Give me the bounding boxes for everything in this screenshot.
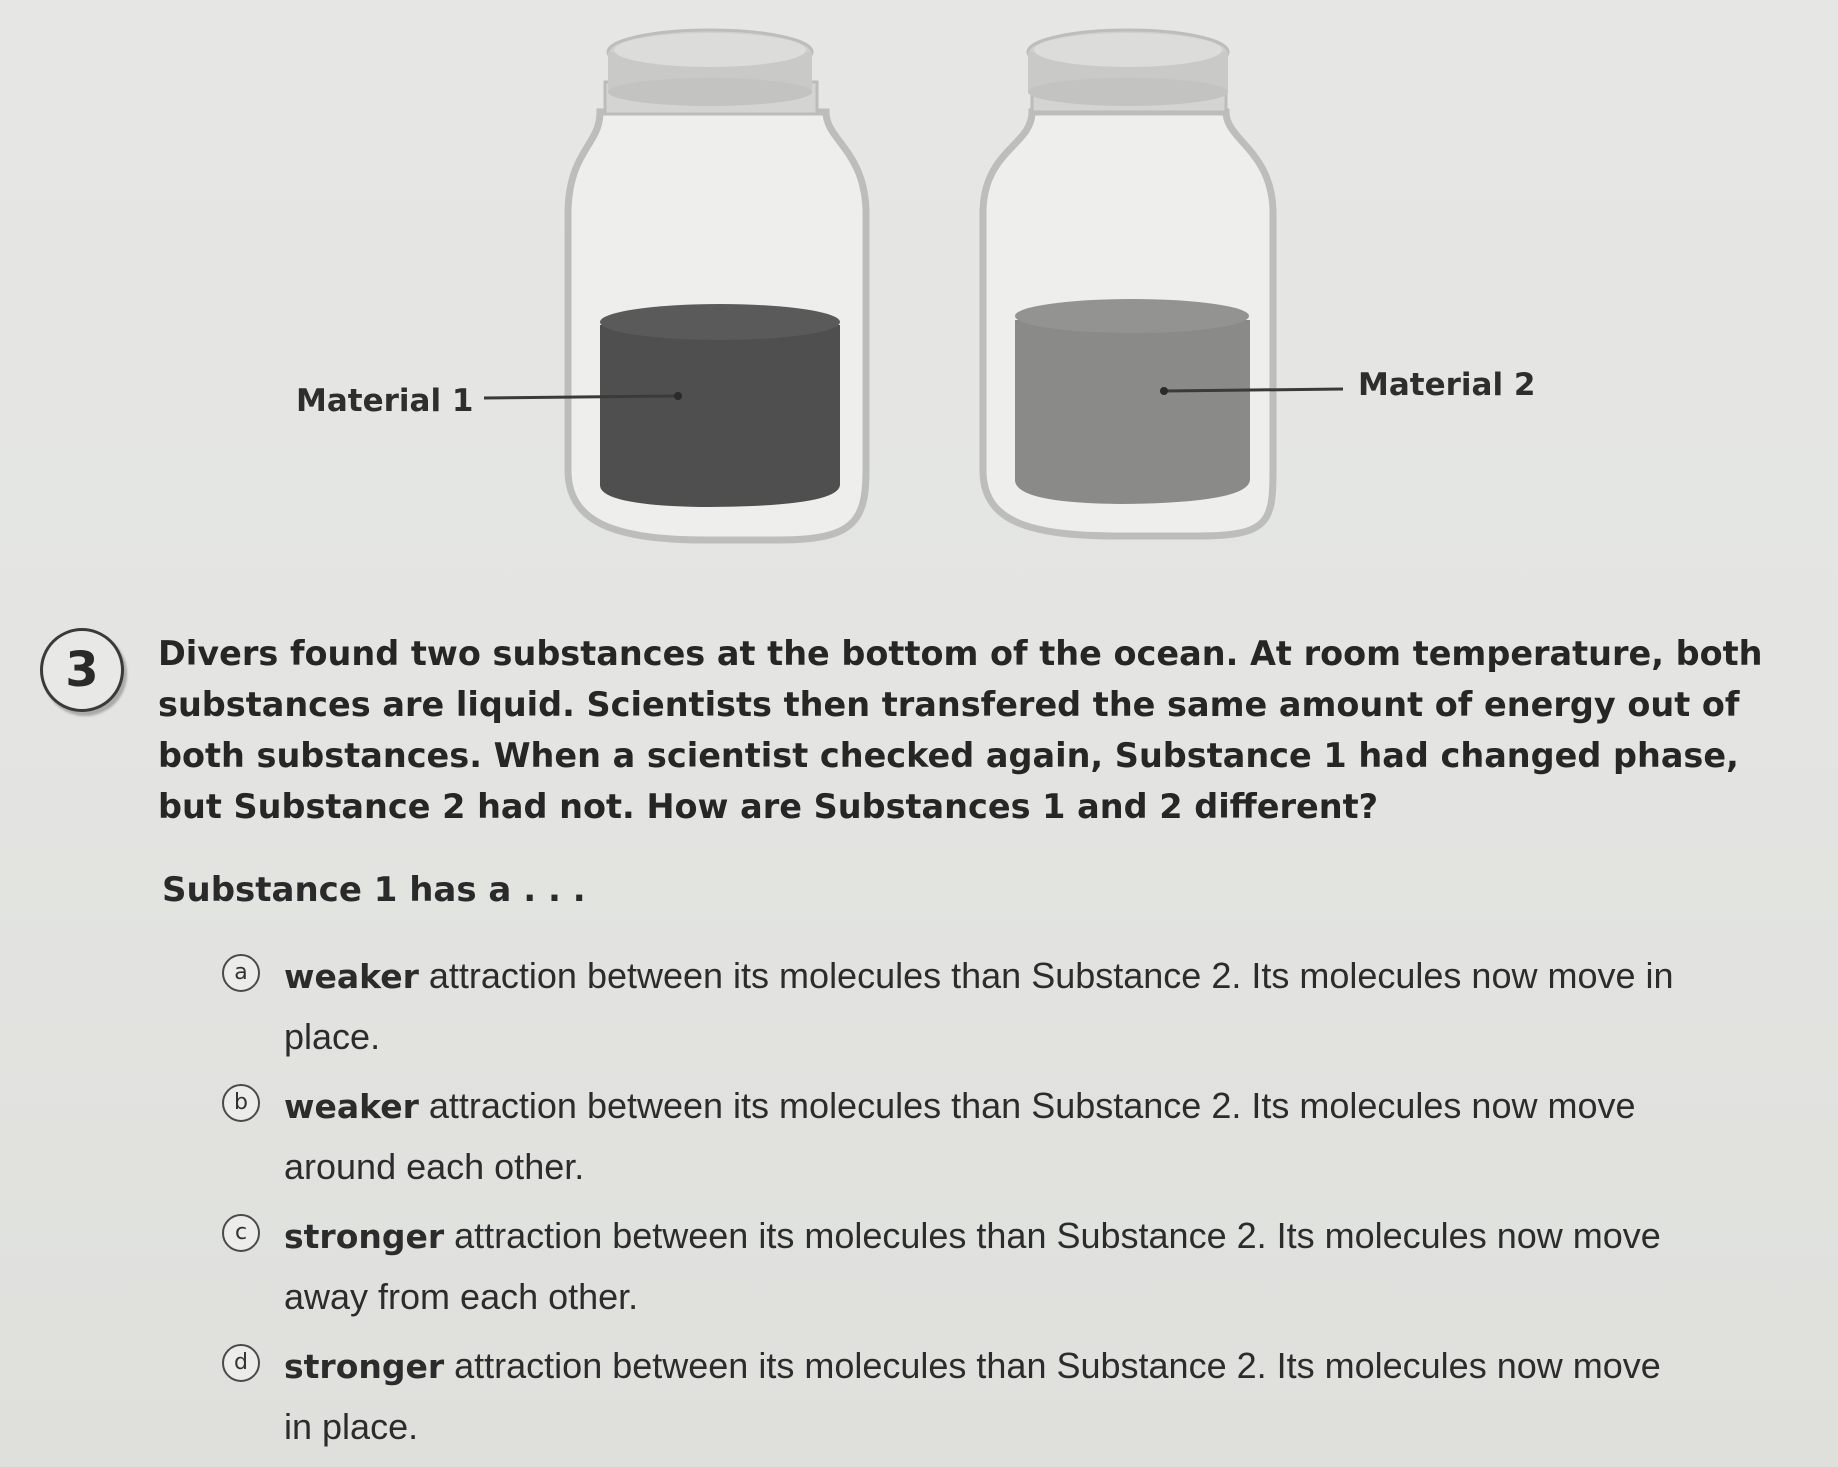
material-2-leader-line: [1165, 389, 1343, 391]
question-text: Divers found two substances at the bottom of the ocean. At room temperature, both substances are liquid. Scientists then transfered the same amount of energy out of both substances. When a scientist checked again, Substance 1 had changed phase, but Substance 2 had not. How are Substances 1 and 2 different?: [158, 634, 1763, 826]
option-c-rest: attraction between its molecules than Substance 2. Its molecules now move away from each other.: [284, 1215, 1661, 1317]
answer-option-a[interactable]: [222, 946, 1722, 1076]
material-1-pointer-dot: [674, 392, 682, 400]
answer-option-d[interactable]: [222, 1336, 1722, 1466]
option-c-text: [284, 1206, 1684, 1327]
option-d-rest: attraction between its molecules than Substance 2. Its molecules now move in place.: [284, 1345, 1661, 1447]
option-a-rest: attraction between its molecules than Substance 2. Its molecules now move in place.: [284, 955, 1674, 1057]
option-d-text: [284, 1336, 1684, 1457]
option-b-rest: attraction between its molecules than Substance 2. Its molecules now move around each other.: [284, 1085, 1636, 1187]
material-1-label: Material 1: [296, 383, 474, 419]
jar-1: [568, 30, 866, 540]
question-stem: Substance 1 has a . . .: [162, 870, 586, 910]
option-b-keyword: weaker: [284, 1087, 419, 1126]
jar-2: [983, 30, 1273, 536]
material-2-liquid: [1015, 299, 1250, 504]
jar-2-lid: [1028, 30, 1228, 106]
jars-figure: [0, 0, 1838, 600]
jars-illustration: [0, 0, 1838, 600]
question-number-badge: 3: [40, 628, 124, 712]
material-2-label: Material 2: [1358, 367, 1536, 403]
option-c-keyword: stronger: [284, 1217, 445, 1256]
option-a-text: [284, 946, 1684, 1067]
option-c-radio[interactable]: c: [222, 1214, 260, 1252]
answer-options: [222, 946, 1722, 1466]
answer-option-c[interactable]: [222, 1206, 1722, 1336]
option-d-keyword: stronger: [284, 1347, 445, 1386]
option-a-radio[interactable]: a: [222, 954, 260, 992]
material-1-leader-line: [484, 396, 676, 398]
answer-option-b[interactable]: [222, 1076, 1722, 1206]
material-1-liquid: [600, 304, 840, 507]
material-2-pointer-dot: [1160, 387, 1168, 395]
option-b-radio[interactable]: b: [222, 1084, 260, 1122]
jar-1-lid: [608, 30, 812, 106]
option-d-radio[interactable]: d: [222, 1344, 260, 1382]
option-b-text: [284, 1076, 1684, 1197]
option-a-keyword: weaker: [284, 957, 419, 996]
